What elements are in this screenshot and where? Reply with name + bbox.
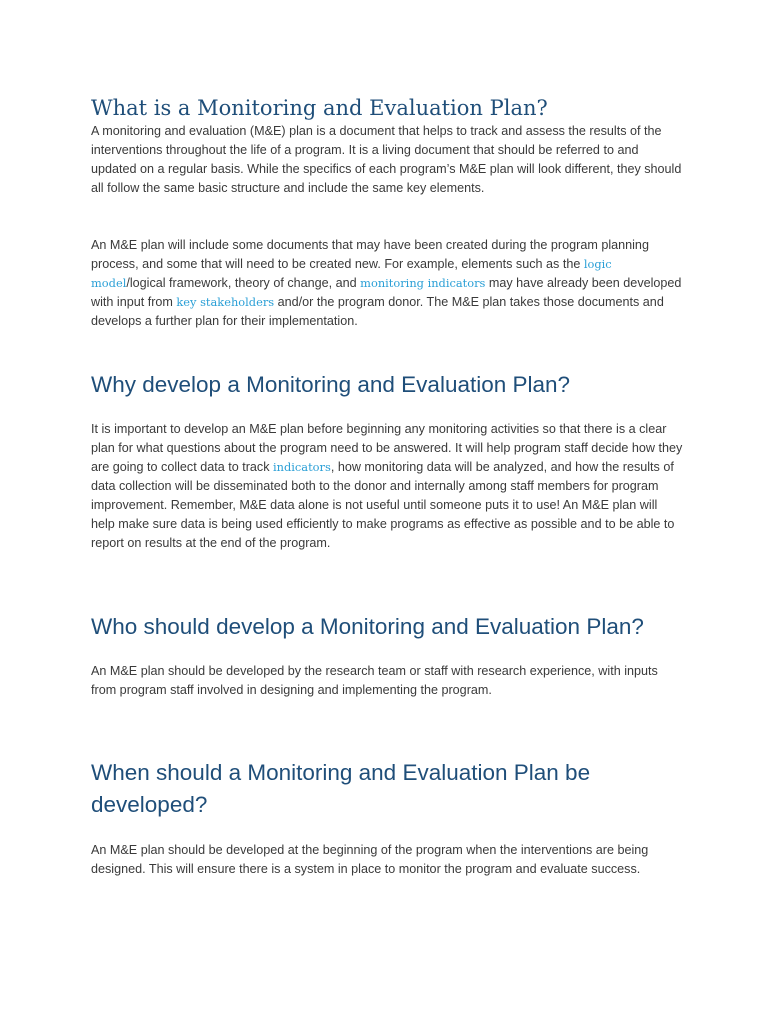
when-should-develop-paragraph: An M&E plan should be developed at the beginning of the program when the interventions are being designed. This will ensure there is a system in place to monitor the program and evaluate success. bbox=[91, 843, 649, 876]
why-develop-heading: Why develop a Monitoring and Evaluation Plan? bbox=[91, 372, 571, 397]
plan-contents-paragraph bbox=[91, 236, 683, 331]
logic-model-link[interactable]: logic model bbox=[91, 257, 612, 290]
text-run: and/or the program donor. The M&E plan takes those documents and develops a further plan for their implementation. bbox=[91, 295, 664, 328]
monitoring-indicators-link[interactable]: monitoring indicators bbox=[360, 276, 486, 290]
page-title: What is a Monitoring and Evaluation Plan? bbox=[91, 96, 548, 120]
indicators-link[interactable]: indicators bbox=[273, 460, 331, 474]
who-should-develop-heading: Who should develop a Monitoring and Evaluation Plan? bbox=[91, 614, 644, 639]
key-stakeholders-link[interactable]: key stakeholders bbox=[176, 295, 275, 309]
text-run: An M&E plan will include some documents that may have been created during the program planning process, and some that will need to be created new. For example, elements such as the bbox=[91, 238, 649, 271]
what-is-paragraph: A monitoring and evaluation (M&E) plan is a document that helps to track and assess the results of the interventions throughout the life of a program. It is a living document that should be referred to and updated on a regular basis. While the specifics of each program’s M&E plan will look different, they should all follow the same basic structure and include the same key elements. bbox=[91, 124, 682, 195]
why-develop-paragraph bbox=[91, 420, 683, 553]
text-run: may have already been developed with input from bbox=[91, 276, 682, 309]
when-should-develop-heading: When should a Monitoring and Evaluation Plan be developed? bbox=[91, 760, 591, 817]
text-run: , how monitoring data will be analyzed, and how the results of data collection will be disseminated both to the donor and internally among staff members for program improvement. Remember, M&E data alone is not useful until someone puts it to use! An M&E plan will help make sure data is being used efficiently to make programs as effective as possible and to be able to report on results at the end of the program. bbox=[91, 460, 675, 550]
who-should-develop-paragraph: An M&E plan should be developed by the research team or staff with research experience, with inputs from program staff involved in designing and implementing the program. bbox=[91, 664, 658, 697]
text-run: It is important to develop an M&E plan before beginning any monitoring activities so that there is a clear plan for what questions about the program need to be answered. It will help program staff decide how they are going to collect data to track bbox=[91, 422, 683, 474]
text-run: /logical framework, theory of change, and bbox=[126, 276, 361, 290]
